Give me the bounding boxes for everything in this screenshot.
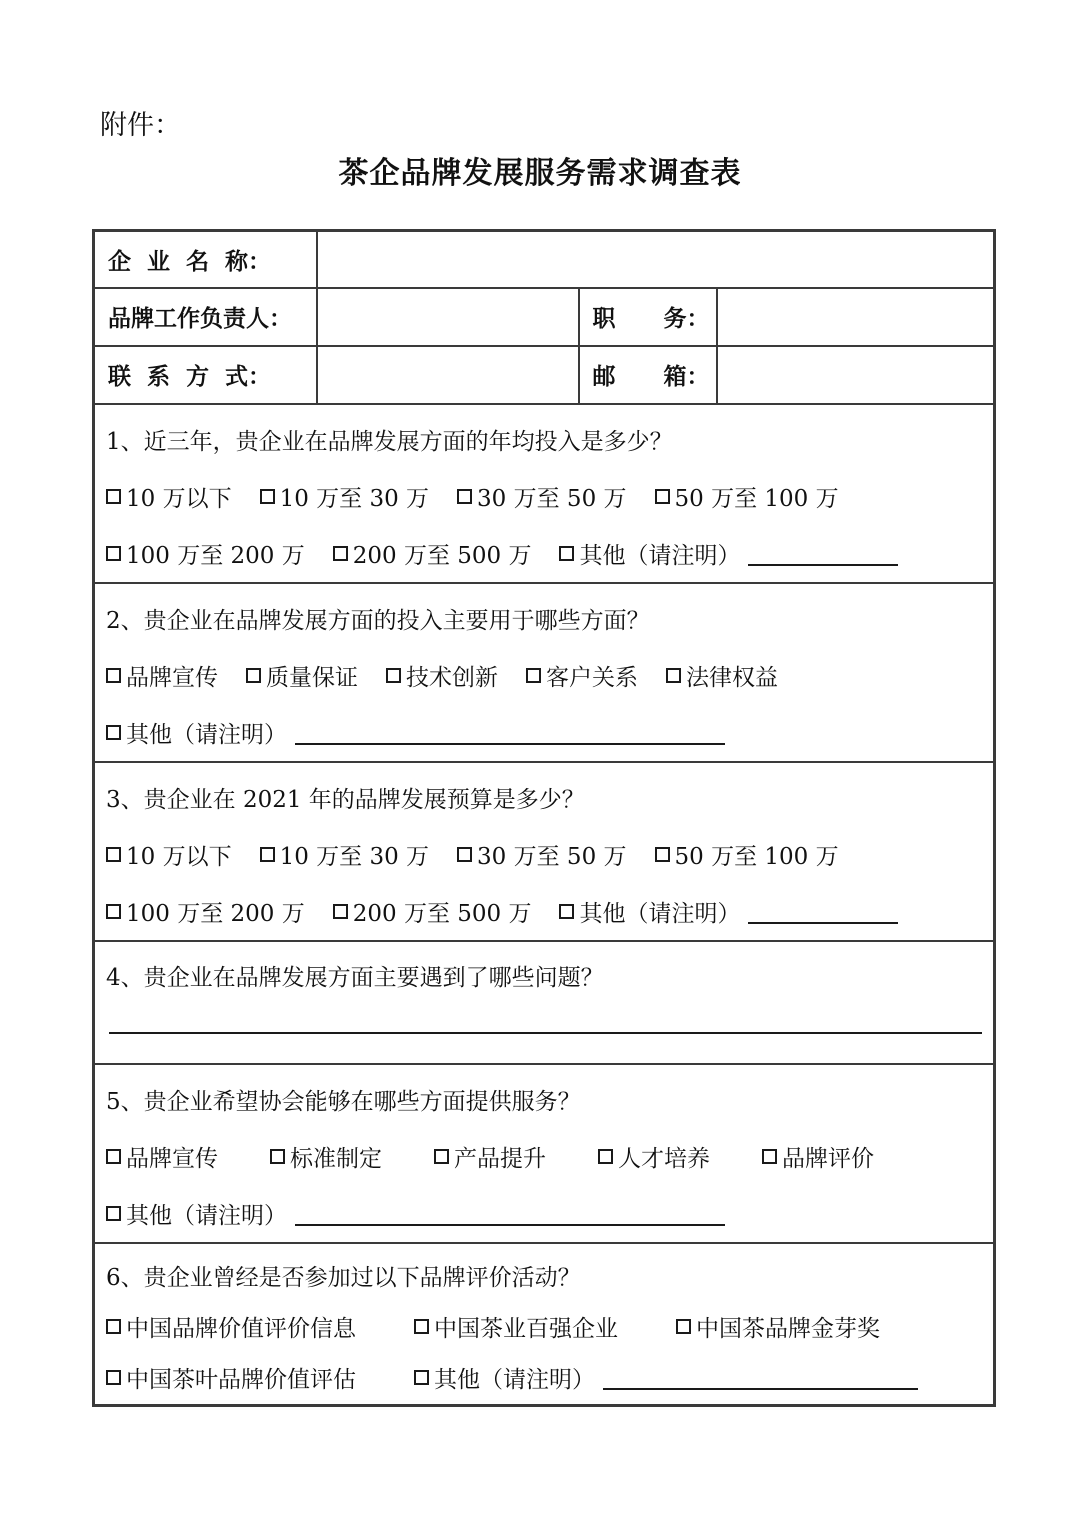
- question-row-2: [94, 583, 995, 762]
- checkbox-icon[interactable]: [106, 725, 121, 740]
- company-name-label: 企 业 名 称：: [94, 231, 317, 288]
- checkbox-icon[interactable]: [106, 546, 121, 561]
- option-label: 10 万至 30 万: [279, 843, 430, 870]
- checkbox-icon[interactable]: [559, 904, 574, 919]
- company-name-field[interactable]: [317, 231, 995, 288]
- checkbox-option[interactable]: [246, 659, 358, 692]
- checkbox-option[interactable]: [106, 895, 305, 928]
- option-label: 产品提升: [454, 1145, 546, 1172]
- option-label: 10 万至 30 万: [279, 485, 430, 512]
- checkbox-icon[interactable]: [270, 1149, 285, 1164]
- option-label: 其他（请注明）: [126, 1202, 287, 1229]
- checkbox-option[interactable]: [106, 1361, 356, 1394]
- checkbox-option[interactable]: [106, 838, 232, 871]
- write-in-blank[interactable]: [748, 900, 898, 924]
- checkbox-icon[interactable]: [106, 668, 121, 683]
- position-label: 职 务：: [579, 288, 717, 346]
- checkbox-icon[interactable]: [333, 546, 348, 561]
- checkbox-option[interactable]: [386, 659, 498, 692]
- option-label: 10 万以下: [126, 843, 232, 870]
- brand-manager-label: 品牌工作负责人：: [94, 288, 317, 346]
- checkbox-icon[interactable]: [386, 668, 401, 683]
- question-3-options-line-2: [106, 883, 985, 940]
- checkbox-option-other[interactable]: [414, 1361, 918, 1394]
- checkbox-icon[interactable]: [676, 1319, 691, 1334]
- question-row-5: [94, 1064, 995, 1243]
- checkbox-option[interactable]: [666, 659, 778, 692]
- checkbox-option[interactable]: [106, 480, 232, 513]
- question-5-text: 5、贵企业希望协会能够在哪些方面提供服务？: [106, 1088, 581, 1115]
- option-label: 客户关系: [546, 664, 638, 691]
- option-label: 法律权益: [686, 664, 778, 691]
- checkbox-icon[interactable]: [655, 489, 670, 504]
- option-label: 200 万至 500 万: [352, 900, 532, 927]
- checkbox-icon[interactable]: [333, 904, 348, 919]
- option-label: 10 万以下: [126, 485, 232, 512]
- checkbox-option[interactable]: [457, 480, 626, 513]
- write-in-blank[interactable]: [295, 721, 725, 745]
- question-3-text: 3、贵企业在 2021 年的品牌发展预算是多少？: [106, 786, 585, 813]
- checkbox-option-other[interactable]: [106, 1197, 725, 1230]
- checkbox-icon[interactable]: [559, 546, 574, 561]
- option-label: 50 万至 100 万: [674, 843, 839, 870]
- write-in-blank[interactable]: [295, 1202, 725, 1226]
- option-label: 其他（请注明）: [579, 900, 741, 927]
- question-1-options-line-2: [106, 525, 985, 582]
- option-label: 技术创新: [406, 664, 498, 691]
- checkbox-icon[interactable]: [106, 1319, 121, 1334]
- question-row-6: [94, 1243, 995, 1406]
- write-in-blank[interactable]: [748, 542, 898, 566]
- checkbox-option[interactable]: [333, 537, 532, 570]
- checkbox-option-other[interactable]: [106, 716, 725, 749]
- checkbox-option[interactable]: [106, 1140, 218, 1173]
- option-label: 标准制定: [290, 1145, 382, 1172]
- question-4-text: 4、贵企业在品牌发展方面主要遇到了哪些问题？: [106, 964, 604, 991]
- checkbox-option[interactable]: [260, 838, 429, 871]
- option-label: 30 万至 50 万: [477, 843, 627, 870]
- question-5-options-line-1: [106, 1128, 985, 1185]
- checkbox-option[interactable]: [270, 1140, 382, 1173]
- contact-field[interactable]: [317, 346, 579, 404]
- checkbox-option[interactable]: [526, 659, 638, 692]
- checkbox-option[interactable]: [655, 838, 839, 871]
- option-label: 质量保证: [266, 664, 358, 691]
- answer-line[interactable]: [109, 1003, 982, 1034]
- option-label: 其他（请注明）: [579, 542, 741, 569]
- option-label: 品牌宣传: [126, 664, 218, 691]
- checkbox-option[interactable]: [457, 838, 626, 871]
- checkbox-icon[interactable]: [246, 668, 261, 683]
- option-label: 30 万至 50 万: [477, 485, 627, 512]
- checkbox-icon[interactable]: [526, 668, 541, 683]
- checkbox-icon[interactable]: [457, 847, 472, 862]
- checkbox-option-other[interactable]: [559, 537, 898, 570]
- checkbox-option[interactable]: [434, 1140, 546, 1173]
- option-label: 其他（请注明）: [434, 1366, 595, 1393]
- checkbox-icon[interactable]: [106, 847, 121, 862]
- checkbox-icon[interactable]: [106, 904, 121, 919]
- checkbox-icon[interactable]: [260, 489, 275, 504]
- option-label: 100 万至 200 万: [126, 542, 305, 569]
- checkbox-option[interactable]: [676, 1310, 880, 1343]
- option-label: 品牌评价: [782, 1145, 874, 1172]
- option-label: 其他（请注明）: [126, 721, 287, 748]
- option-label: 200 万至 500 万: [352, 542, 532, 569]
- email-field[interactable]: [717, 346, 995, 404]
- checkbox-icon[interactable]: [655, 847, 670, 862]
- question-2-text: 2、贵企业在品牌发展方面的投入主要用于哪些方面？: [106, 607, 650, 634]
- question-6-text: 6、贵企业曾经是否参加过以下品牌评价活动？: [106, 1264, 581, 1291]
- question-1-options-line-1: [106, 468, 985, 525]
- question-row-1: [94, 404, 995, 583]
- question-3-options-line-1: [106, 826, 985, 883]
- checkbox-icon[interactable]: [666, 668, 681, 683]
- question-5-options-line-2: [106, 1185, 985, 1242]
- checkbox-option[interactable]: [260, 480, 429, 513]
- checkbox-option[interactable]: [762, 1140, 874, 1173]
- checkbox-option-other[interactable]: [559, 895, 898, 928]
- contact-email-row: [94, 346, 995, 404]
- option-label: 品牌宣传: [126, 1145, 218, 1172]
- checkbox-icon[interactable]: [106, 1370, 121, 1385]
- checkbox-option[interactable]: [106, 659, 218, 692]
- checkbox-icon[interactable]: [457, 489, 472, 504]
- checkbox-icon[interactable]: [106, 1149, 121, 1164]
- option-label: 人才培养: [618, 1145, 710, 1172]
- checkbox-icon[interactable]: [260, 847, 275, 862]
- option-label: 中国茶叶品牌价值评估: [126, 1366, 356, 1393]
- option-label: 中国茶业百强企业: [434, 1315, 618, 1342]
- checkbox-icon[interactable]: [434, 1149, 449, 1164]
- question-2-options-line-2: [106, 704, 985, 761]
- question-row-3: [94, 762, 995, 941]
- page-title: 茶企品牌发展服务需求调查表: [338, 156, 742, 191]
- write-in-blank[interactable]: [603, 1366, 918, 1390]
- option-label: 50 万至 100 万: [674, 485, 839, 512]
- checkbox-icon[interactable]: [414, 1319, 429, 1334]
- attachment-label: 附件：: [100, 110, 181, 141]
- question-2-options-line-1: [106, 647, 985, 704]
- question-1-text: 1、近三年，贵企业在品牌发展方面的年均投入是多少？: [106, 428, 673, 455]
- checkbox-icon[interactable]: [106, 1206, 121, 1221]
- survey-table: [92, 229, 996, 1407]
- position-field[interactable]: [717, 288, 995, 346]
- option-label: 中国品牌价值评价信息: [126, 1315, 356, 1342]
- checkbox-option[interactable]: [106, 1310, 356, 1343]
- checkbox-option[interactable]: [655, 480, 839, 513]
- brand-manager-field[interactable]: [317, 288, 579, 346]
- company-name-row: [94, 231, 995, 288]
- checkbox-icon[interactable]: [598, 1149, 613, 1164]
- question-6-options-line-2: [106, 1352, 985, 1403]
- question-6-options-line-1: [106, 1301, 985, 1352]
- email-label: 邮 箱：: [579, 346, 717, 404]
- manager-position-row: [94, 288, 995, 346]
- option-label: 100 万至 200 万: [126, 900, 305, 927]
- option-label: 中国茶品牌金芽奖: [696, 1315, 880, 1342]
- checkbox-option[interactable]: [414, 1310, 618, 1343]
- checkbox-option[interactable]: [598, 1140, 710, 1173]
- checkbox-icon[interactable]: [762, 1149, 777, 1164]
- checkbox-option[interactable]: [106, 537, 305, 570]
- checkbox-icon[interactable]: [106, 489, 121, 504]
- contact-label: 联 系 方 式：: [94, 346, 317, 404]
- question-row-4: [94, 941, 995, 1064]
- checkbox-option[interactable]: [333, 895, 532, 928]
- checkbox-icon[interactable]: [414, 1370, 429, 1385]
